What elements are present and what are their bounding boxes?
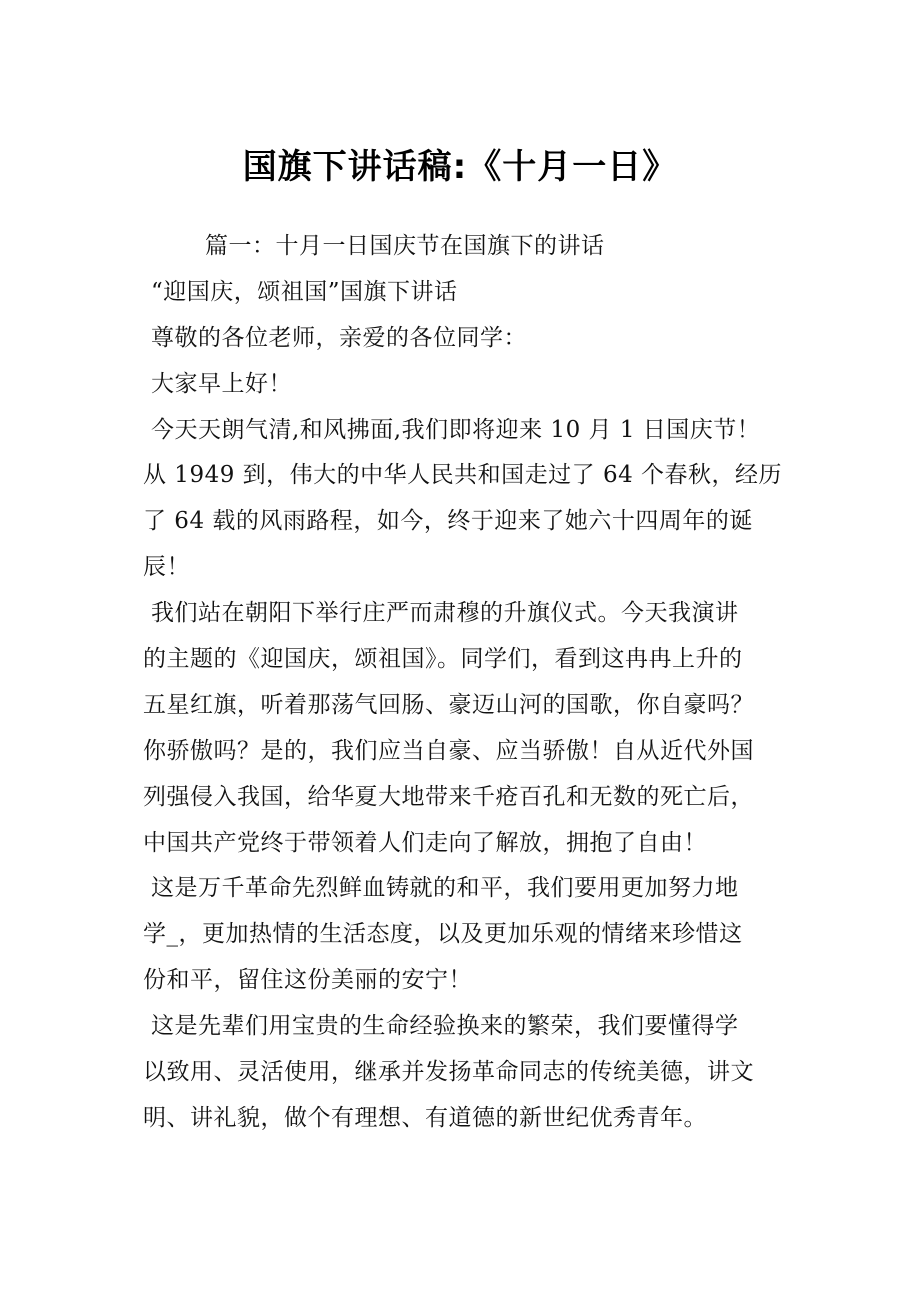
paragraph-line: 明、讲礼貌，做个有理想、有道德的新世纪优秀青年。 [143, 1104, 707, 1131]
paragraph-line: 这是万千革命先烈鲜血铸就的和平，我们要用更加努力地 [151, 875, 739, 902]
greeting: 大家早上好！ [151, 370, 292, 397]
salutation: 尊敬的各位老师，亲爱的各位同学： [151, 324, 527, 351]
paragraph-line: 从 1949 到，伟大的中华人民共和国走过了 64 个春秋，经历 [143, 462, 783, 489]
paragraph-line: 了 64 载的风雨路程，如今，终于迎来了她六十四周年的诞 [143, 508, 753, 535]
paragraph-line: 你骄傲吗？是的，我们应当自豪、应当骄傲！自从近代外国 [143, 737, 754, 764]
paragraph-line: 中国共产党终于带领着人们走向了解放，拥抱了自由！ [143, 829, 707, 856]
paragraph-line: 这是先辈们用宝贵的生命经验换来的繁荣，我们要懂得学 [151, 1013, 739, 1040]
paragraph-line: 五星红旗，听着那荡气回肠、豪迈山河的国歌，你自豪吗？ [143, 691, 754, 718]
document-title: 国旗下讲话稿:《十月一日》 [242, 147, 678, 187]
paragraph-line: 我们站在朝阳下举行庄严而肃穆的升旗仪式。今天我演讲 [151, 600, 739, 627]
speech-title: “迎国庆，颂祖国”国旗下讲话 [151, 278, 458, 305]
paragraph-line: 以致用、灵活使用，继承并发扬革命同志的传统美德，讲文 [143, 1059, 754, 1086]
paragraph-line: 份和平，留住这份美丽的安宁！ [143, 967, 472, 994]
paragraph-line: 列强侵入我国，给华夏大地带来千疮百孔和无数的死亡后， [143, 783, 754, 810]
document-body [143, 224, 803, 1142]
paragraph-line: 的主题的《迎国庆，颂祖国》。同学们，看到这冉冉上升的 [143, 646, 743, 673]
paragraph-line: 辰！ [143, 554, 190, 581]
paragraph-line: 学_，更加热情的生活态度，以及更加乐观的情绪来珍惜这 [143, 921, 743, 948]
paragraph-line: 今天天朗气清,和风拂面,我们即将迎来 10 月 1 日国庆节！ [151, 416, 761, 443]
section-heading: 篇一：十月一日国庆节在国旗下的讲话 [205, 233, 605, 259]
